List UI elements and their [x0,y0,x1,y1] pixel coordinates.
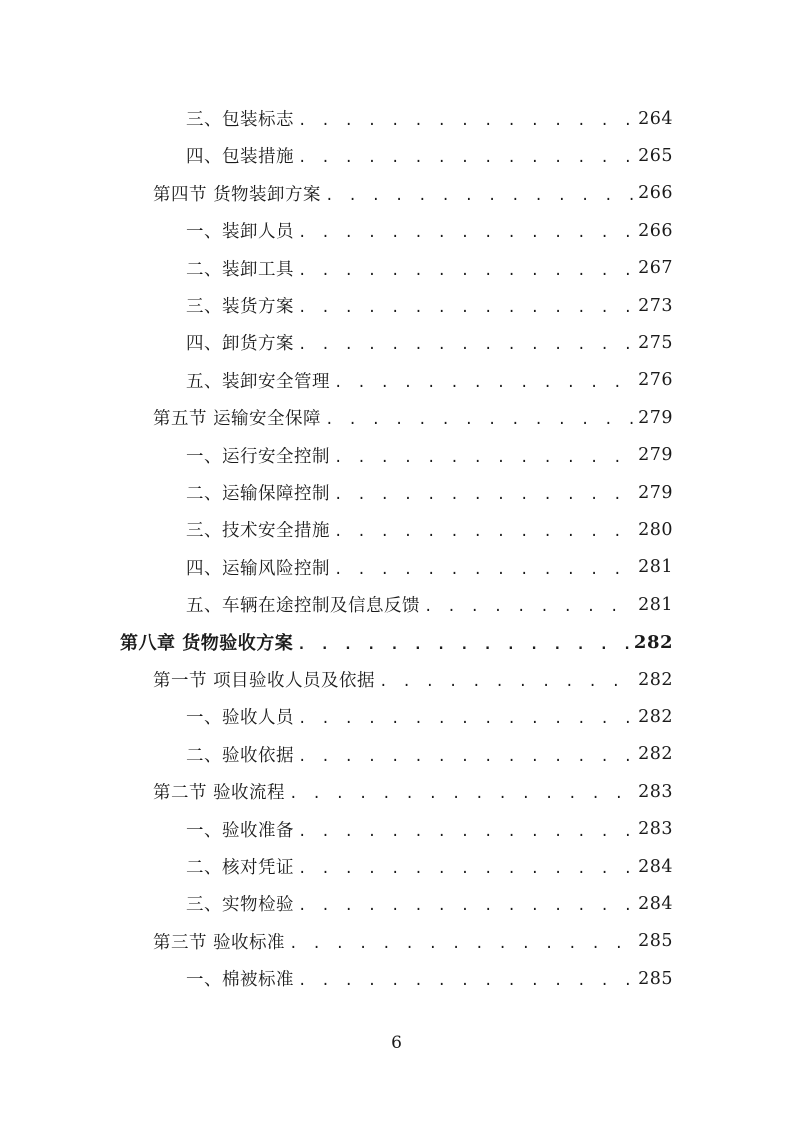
toc-entry-title: 第四节 货物装卸方案 [153,184,322,205]
toc-entry[interactable] [186,437,673,474]
toc-entry[interactable] [186,287,673,324]
toc-entry-page: 280 [638,519,673,540]
toc-entry-title: 一、装卸人员 [186,222,294,243]
toc-entry[interactable] [153,773,673,810]
toc-entry-title: 五、装卸安全管理 [186,371,330,392]
toc-entry-page: 283 [638,781,673,802]
toc-entry-title: 第八章 货物验收方案 [120,633,294,655]
toc-entry[interactable] [120,624,673,661]
toc-entry[interactable] [186,549,673,586]
toc-entry-title: 三、实物检验 [186,895,294,916]
toc-dot-leader [298,333,634,352]
toc-entry-title: 一、验收准备 [186,820,294,841]
toc-dot-leader [298,745,634,764]
toc-entry[interactable] [186,736,673,773]
toc-dot-leader [289,932,634,951]
toc-entry-page: 279 [638,445,673,466]
toc-entry[interactable] [186,137,673,174]
toc-dot-leader [298,109,634,128]
toc-entry-page: 283 [638,819,673,840]
toc-dot-leader [298,707,634,726]
toc-entry-page: 266 [638,183,673,204]
toc-entry-title: 二、验收依据 [186,745,294,766]
toc-entry-title: 二、装卸工具 [186,259,294,280]
toc-dot-leader [298,259,634,278]
toc-dot-leader [334,483,634,502]
page-number: 6 [391,1033,402,1053]
toc-entry-page: 282 [638,669,673,690]
toc-dot-leader [298,221,634,240]
toc-entry[interactable] [186,885,673,922]
toc-entry-page: 266 [638,220,673,241]
toc-entry[interactable] [153,661,673,698]
toc-entry[interactable] [186,848,673,885]
toc-entry-title: 二、运输保障控制 [186,484,330,504]
toc-entry-title: 一、验收人员 [186,708,294,729]
toc-entry-page: 282 [638,706,673,727]
toc-entry-title: 第三节 验收标准 [153,932,286,953]
toc-entry-page: 282 [633,631,673,653]
toc-entry-page: 282 [638,744,673,765]
toc-dot-leader [298,894,634,913]
toc-dot-leader [298,296,634,315]
toc-dot-leader [325,408,634,427]
toc-dot-leader [334,446,634,465]
toc-entry[interactable] [153,175,673,212]
toc-entry[interactable] [186,474,673,511]
toc-entry-page: 281 [638,557,673,578]
toc-entry-title: 四、卸货方案 [186,334,294,355]
toc-entry-page: 281 [638,594,673,615]
toc-entry[interactable] [186,100,673,137]
toc-entry-title: 二、核对凭证 [186,858,294,878]
toc-entry-page: 275 [638,332,673,353]
toc-entry-title: 三、技术安全措施 [186,521,330,542]
toc-entry-page: 279 [638,482,673,503]
toc-entry-page: 265 [638,145,673,166]
toc-entry-title: 四、包装措施 [186,147,294,168]
toc-entry-title: 四、运输风险控制 [186,558,330,579]
toc-entry-page: 284 [638,893,673,914]
toc-dot-leader [298,969,634,988]
toc-entry-title: 三、装货方案 [186,297,294,317]
toc-entry[interactable] [186,698,673,735]
toc-dot-leader [297,633,630,652]
toc-entry-page: 284 [638,856,673,877]
toc-entry-title: 第一节 项目验收人员及依据 [153,671,376,691]
toc-entry[interactable] [186,586,673,623]
toc-entry[interactable] [186,212,673,249]
toc-entry[interactable] [186,960,673,997]
toc-dot-leader [334,371,634,390]
toc-entry-title: 第二节 验收流程 [153,783,286,804]
toc-entry[interactable] [153,399,673,436]
toc-dot-leader [424,595,634,614]
toc-entry-title: 一、棉被标准 [186,970,294,991]
toc-entry-title: 第五节 运输安全保障 [153,409,322,430]
toc-entry[interactable] [153,923,673,960]
toc-entry-title: 五、车辆在途控制及信息反馈 [186,596,420,617]
toc-entry-page: 267 [638,258,673,279]
toc-dot-leader [379,670,634,689]
toc-entry[interactable] [186,511,673,548]
toc-entry-page: 264 [638,108,673,129]
toc-entry-title: 一、运行安全控制 [186,446,330,467]
toc-entry-page: 276 [638,370,673,391]
toc-dot-leader [334,558,634,577]
toc-dot-leader [289,782,634,801]
toc-entry-page: 279 [638,407,673,428]
toc-entry[interactable] [186,324,673,361]
toc-entry[interactable] [186,250,673,287]
toc-dot-leader [298,820,634,839]
toc-dot-leader [298,146,634,165]
toc-entry[interactable] [186,811,673,848]
toc-entry[interactable] [186,362,673,399]
toc-dot-leader [298,857,634,876]
toc-entry-title: 三、包装标志 [186,110,294,130]
toc-dot-leader [325,184,634,203]
toc-entry-page: 285 [638,931,673,952]
toc-dot-leader [334,520,634,539]
toc-entry-page: 273 [638,295,673,316]
toc-entry-page: 285 [638,968,673,989]
